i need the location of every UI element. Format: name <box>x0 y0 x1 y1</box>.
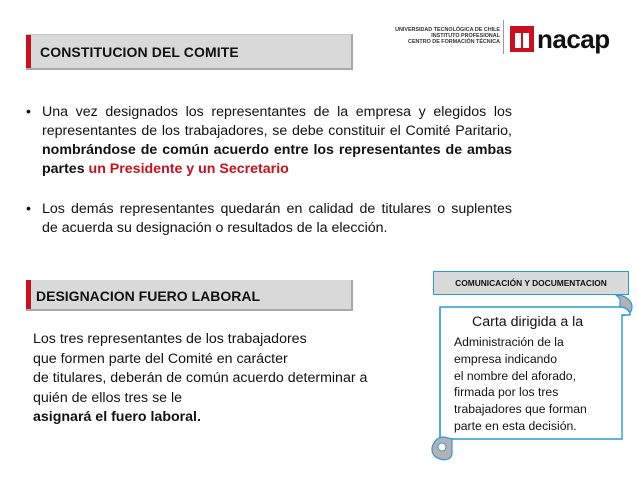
fuero-paragraph <box>33 330 423 428</box>
inacap-logo <box>510 24 610 54</box>
scroll-line: Administración de la <box>454 335 564 349</box>
communication-label: COMUNICACIÓN Y DOCUMENTACION <box>433 271 629 295</box>
scroll-line: parte en esta decisión. <box>454 418 577 433</box>
paragraph-line: que formen parte del Comité en carácter <box>33 350 288 367</box>
bullet-item <box>26 103 512 179</box>
scroll-line: empresa indicando <box>454 351 557 366</box>
paragraph-line: Los tres representantes de los trabajadores <box>33 331 307 347</box>
scroll-title: Carta dirigida a la <box>472 314 584 330</box>
scroll-body <box>454 334 614 435</box>
scroll-line: el nombre del aforado, <box>454 368 576 383</box>
bullet-item <box>26 200 512 238</box>
paragraph-line-regular: quién de ellos tres se le <box>33 389 183 406</box>
university-line-2: INSTITUTO PROFESIONAL <box>431 33 500 40</box>
logo-divider <box>503 20 504 54</box>
university-line-3: CENTRO DE FORMACIÓN TÉCNICA <box>408 39 500 46</box>
section-header-bar <box>26 34 353 70</box>
page-title: CONSTITUCION DEL COMITE <box>40 44 239 60</box>
bullet-text: Los demás representantes quedarán en calidad de titulares o suplentes de acuerda su designación o resultados de la elección. <box>42 201 512 236</box>
bullet-icon: • <box>26 104 31 120</box>
inacap-i-icon <box>510 26 534 52</box>
bullet-list <box>26 103 512 238</box>
section-header-bar-fuero <box>26 280 353 311</box>
section-title-fuero: DESIGNACION FUERO LABORAL <box>36 288 260 304</box>
bullet-text-bold: nombrándose de común acuerdo entre los representantes de ambas partes <box>42 142 512 177</box>
bullet-text-highlight: un Presidente y un Secretario <box>88 161 289 177</box>
header-accent <box>26 35 31 68</box>
scroll-line: firmada por los tres <box>454 385 559 400</box>
inacap-wordmark: nacap <box>537 24 610 54</box>
bullet-text-regular: Una vez designados los representantes de la empresa y elegidos los representantes de los trabajadores, se debe constituir el Comité Paritario, <box>42 104 512 139</box>
scroll-line: trabajadores que forman <box>454 402 587 417</box>
paragraph-line-bold: asignará el fuero laboral. <box>33 409 201 425</box>
university-text <box>388 27 500 46</box>
paragraph-line: de titulares, deberán de común acuerdo determinar a <box>33 370 368 386</box>
paragraph-line <box>33 389 423 428</box>
university-line-1: UNIVERSIDAD TECNOLÓGICA DE CHILE <box>395 27 500 33</box>
header-accent <box>26 280 31 309</box>
bullet-icon: • <box>26 201 31 217</box>
bullet-text <box>42 103 512 179</box>
